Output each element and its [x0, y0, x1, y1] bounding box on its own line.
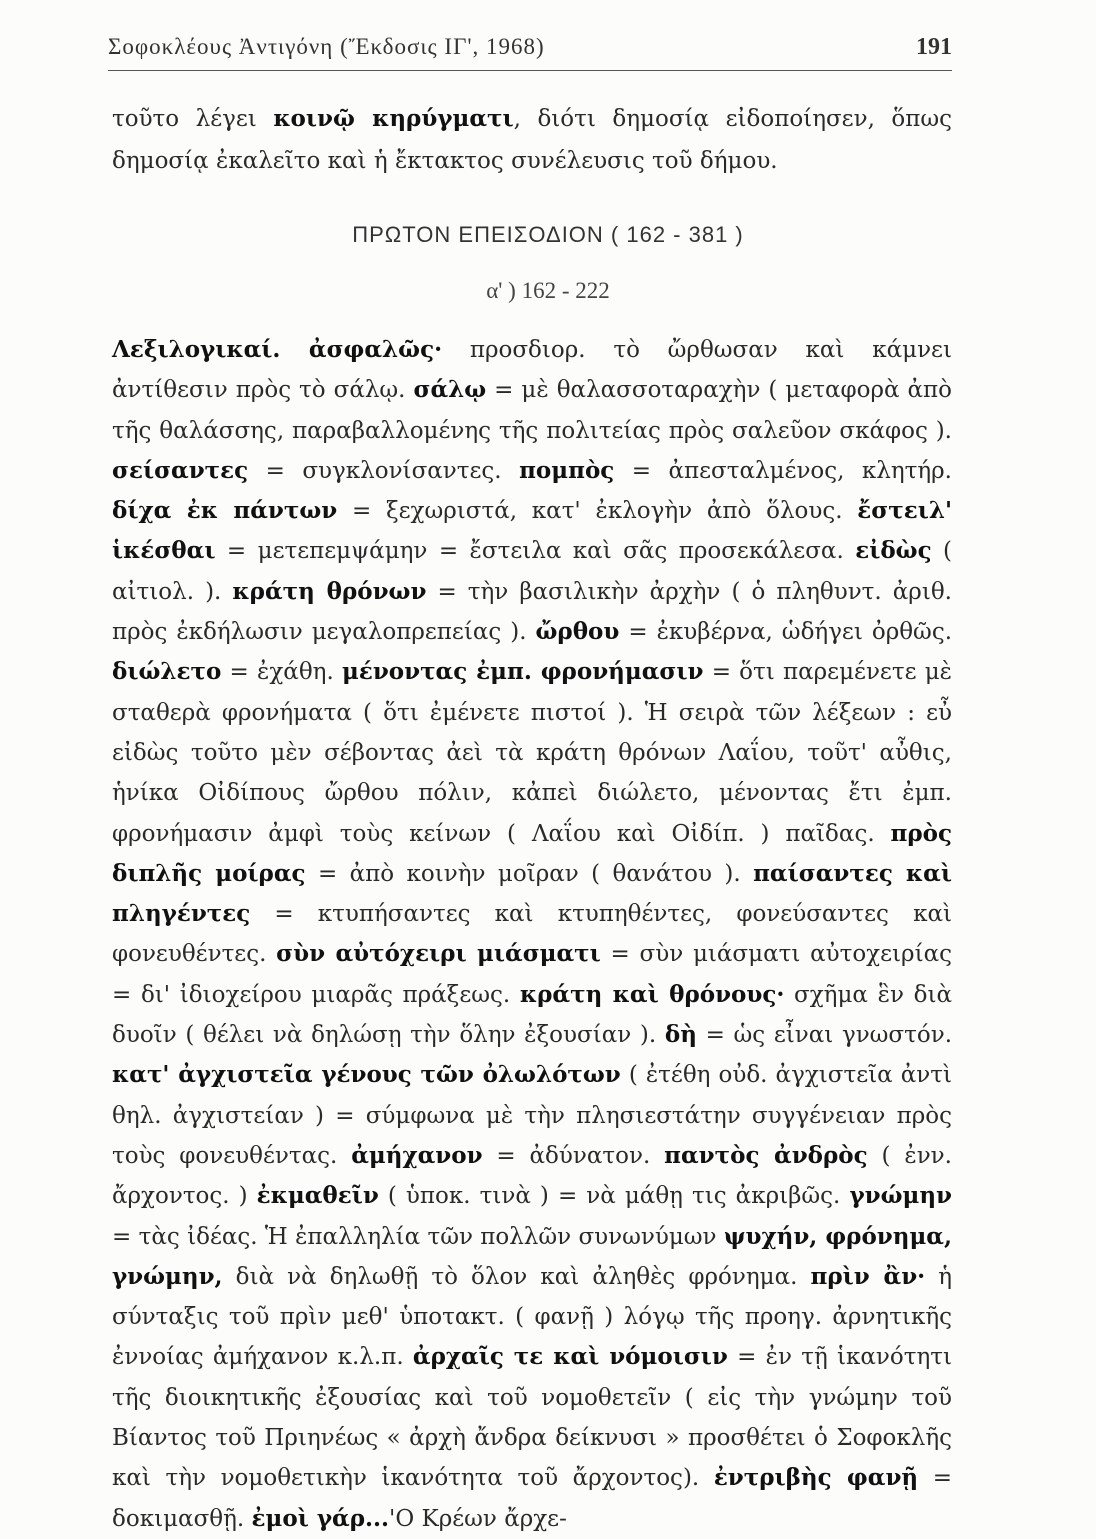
gloss-text: = δοκιμασθῇ. — [112, 1465, 952, 1532]
gloss-text: = κτυπήσαντες καὶ κτυπηθέντες, φονεύσαντες καὶ φονευθέντες. — [112, 901, 952, 968]
gloss-text: = ἀπὸ κοινὴν μοῖραν ( θανάτου ). — [305, 860, 754, 887]
lemma-term: ἐκμαθεῖν — [256, 1182, 379, 1210]
lemma-term: δίχα ἐκ πάντων — [112, 497, 338, 525]
gloss-text: = τὰς ἰδέας. Ἡ ἐπαλληλία τῶν πολλῶν συνωνύμων — [112, 1223, 724, 1250]
lemma-term: παίσαντες καὶ πληγέντες — [112, 859, 952, 928]
gloss-text: = ξεχωριστά, κατ' ἐκλογὴν ἀπὸ ὅλους. — [337, 498, 858, 525]
gloss-text: = ἐχάθη. — [221, 659, 342, 686]
running-header — [108, 34, 952, 61]
lemma-term: γνώμην — [849, 1182, 952, 1210]
gloss-text: = ὡς εἶναι γνωστόν. — [696, 1022, 953, 1049]
gloss-text: = ἀπεσταλμένος, κλητήρ. — [614, 457, 952, 484]
gloss-text: προσδιορ. τὸ ὤρθωσαν καὶ κάμνει ἀντίθεσιν πρὸς τὸ σάλῳ. — [112, 337, 952, 404]
gloss-text: = τὴν βασιλικὴν ἀρχὴν ( ὁ πληθυντ. ἀριθ. πρὸς ἐκδήλωσιν μεγαλοπρεπείας ). — [112, 578, 952, 646]
lemma-term: Λεξιλογικαί. — [112, 336, 309, 363]
lemma-term: πρὸς διπλῆς μοίρας — [112, 819, 952, 887]
lemma-term: κράτη καὶ θρόνους· — [519, 980, 785, 1008]
gloss-text: = ἀδύνατον. — [482, 1142, 665, 1169]
lemma-term: μένοντας ἐμπ. φρονήμασιν — [342, 658, 704, 686]
gloss-text: ἡ σύνταξις τοῦ πρὶν μεθ' ὑποτακτ. ( φανῇ ) λόγῳ τῆς προηγ. ἀρνητικῆς ἐννοίας ἀμήχανον κ.λ.π. — [112, 1263, 953, 1371]
lemma-term: ἀμήχανον — [351, 1141, 483, 1169]
gloss-text: σχῆμα ἓν διὰ δυοῖν ( θέλει νὰ δηλώσῃ τὴν ὅλην ἐξουσίαν ). — [112, 981, 952, 1049]
lemma-term: σείσαντες — [112, 456, 249, 484]
intro-paragraph — [112, 98, 952, 182]
gloss-text: = ἐν τῇ ἱκανότητι τῆς διοικητικῆς ἐξουσίας καὶ τοῦ νομοθετεῖν ( εἰς τὴν γνώμην τοῦ Βίαντος τοῦ Πριηνέως « ἀρχὴ ἄνδρα δείκνυσι » προσθέτει ὁ Σοφοκλῆς καὶ τὴν νομοθετικὴν ἱκανότητα τοῦ ἄρχοντος). — [112, 1344, 952, 1492]
lemma-term: παντὸς ἀνδρὸς — [664, 1141, 868, 1169]
gloss-text: ( ἐνν. ἄρχοντος. ) — [112, 1142, 952, 1210]
gloss-text: = μετεπεμψάμην = ἔστειλα καὶ σᾶς προσεκάλεσα. — [215, 538, 856, 565]
lemma-term: διώλετο — [112, 658, 222, 686]
lemma-term: σὺν αὐτόχειρι μιάσματι — [276, 940, 601, 968]
gloss-text: 'Ο Κρέων ἄρχε- — [389, 1505, 567, 1532]
lemma-term: σάλῳ — [413, 376, 487, 404]
page-number: 191 — [916, 34, 952, 60]
lemma-term: ψυχήν, φρόνημα, γνώμην, — [112, 1222, 953, 1290]
gloss-text: ( αἰτιολ. ). — [112, 538, 952, 605]
commentary-paragraph — [112, 330, 952, 1539]
gloss-text: = ἐκυβέρνα, ὡδήγει ὀρθῶς. — [619, 619, 953, 646]
running-title: Σοφοκλέους Ἀντιγόνη (Ἔκδοσις ΙΓ', 1968) — [108, 34, 545, 59]
lemma-term: ἐντριβὴς φανῇ — [713, 1464, 919, 1492]
lemma-term: ἐμοὶ γάρ... — [251, 1504, 390, 1532]
gloss-text: = μὲ θαλασσοταραχὴν ( μεταφορὰ ἀπὸ τῆς θαλάσσης, παραβαλλομένης τῆς πολιτείας πρὸς σαλεῦον σκάφος ). — [112, 377, 952, 444]
lemma-term: ἀσφαλῶς· — [308, 336, 443, 363]
gloss-text: = σὺν μιάσματι αὐτοχειρίας = δι' ἰδιοχείρου μιαρᾶς πράξεως. — [112, 941, 953, 1008]
lemma-term: κατ' ἀγχιστεῖα γένους τῶν ὀλωλότων — [112, 1061, 621, 1089]
gloss-text: ( ἐτέθη οὐδ. ἀγχιστεῖα ἀντὶ θηλ. ἀγχιστείαν ) = σύμφωνα μὲ τὴν πλησιεστάτην συγγένειαν πρὸς τοὺς φονευθέντας. — [112, 1062, 952, 1169]
lemma-term: εἰδὼς — [855, 537, 932, 565]
gloss-text: = ὅτι παρεμένετε μὲ σταθερὰ φρονήματα ( ὅτι ἐμένετε πιστοί ). Ἡ σειρὰ τῶν λέξεων : εὖ εἰδὼς τοῦτο μὲν σέβοντας ἀεὶ τὰ κράτη θρόνων Λαΐου, τοῦτ' αὖθις, ἡνίκα Οἰδίπους ὤρθου πόλιν, κἀπεὶ διώλετο, μένοντας ἔτι ἐμπ. φρονήμασιν ἀμφὶ τοὺς κείνων ( Λαΐου καὶ Οἰδίπ. ) παῖδας. — [112, 659, 952, 847]
header-rule — [108, 70, 952, 71]
lemma-term: ἀρχαῖς τε καὶ νόμοισιν — [412, 1343, 728, 1371]
lemma-term: πομπὸς — [519, 456, 615, 484]
lemma-term: κοινῷ κηρύγματι — [273, 105, 514, 132]
subsection-heading: α' ) 162 - 222 — [486, 278, 610, 303]
gloss-text: , διότι δημοσίᾳ εἰδοποίησεν, ὅπως δημοσίᾳ ἐκαλεῖτο καὶ ἡ ἔκτακτος συνέλευσις τοῦ δήμου. — [112, 106, 952, 174]
lemma-term: κράτη θρόνων — [232, 577, 427, 605]
lemma-term: πρὶν ἂν· — [810, 1262, 926, 1290]
lemma-term: ἔστειλ' ἱκέσθαι — [112, 497, 952, 565]
gloss-text: ( ὑποκ. τινὰ ) = νὰ μάθῃ τις ἀκριβῶς. — [378, 1183, 850, 1210]
gloss-text: = συγκλονίσαντες. — [248, 457, 520, 484]
gloss-text: τοῦτο λέγει — [112, 106, 274, 132]
section-heading: ΠΡΩΤΟΝ ΕΠΕΙΣΟΔΙΟΝ ( 162 - 381 ) — [352, 222, 744, 247]
lemma-term: ὤρθου — [535, 618, 620, 646]
lemma-term: δὴ — [664, 1021, 697, 1049]
gloss-text: διὰ νὰ δηλωθῇ τὸ ὅλον καὶ ἀληθὲς φρόνημα. — [222, 1263, 811, 1290]
